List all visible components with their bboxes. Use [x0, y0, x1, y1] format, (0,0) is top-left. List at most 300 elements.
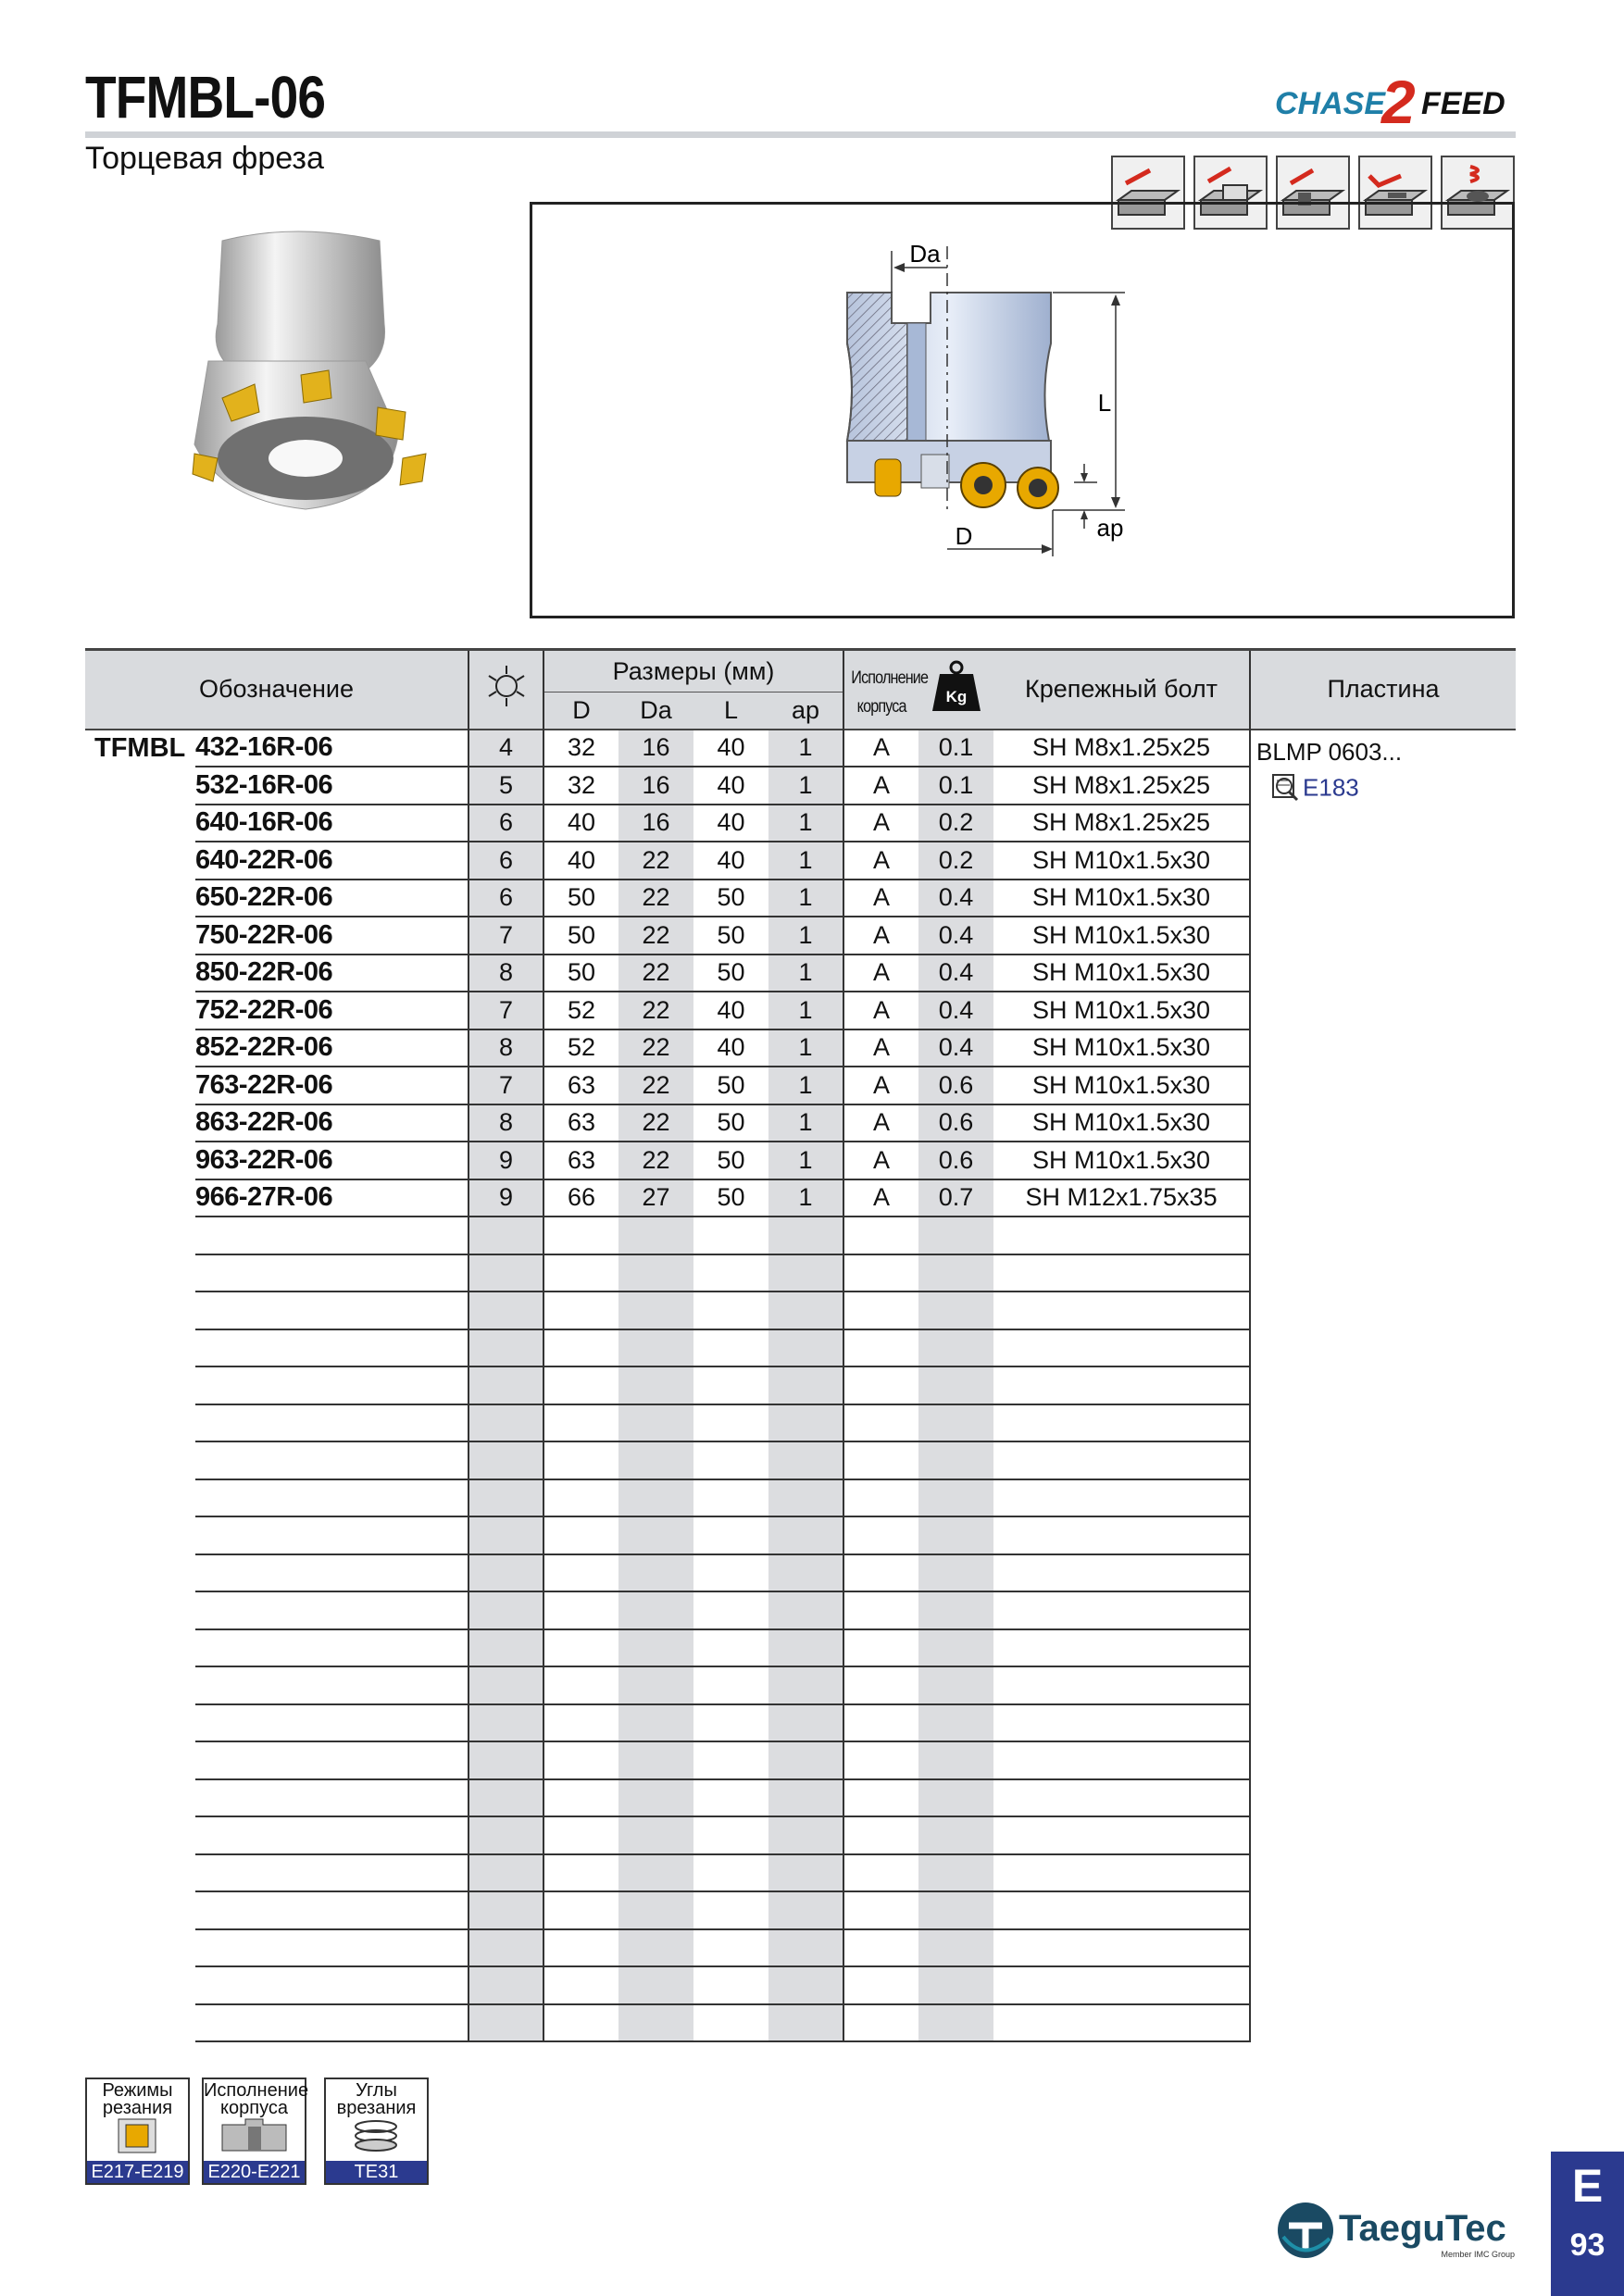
designation-cell: [195, 1704, 468, 1742]
page-subtitle: Торцевая фреза: [85, 141, 324, 176]
da-cell: 22: [618, 992, 693, 1029]
l-cell: 50: [693, 955, 768, 992]
z-cell: 9: [468, 1179, 543, 1217]
body-cell: [843, 1779, 918, 1817]
kg-cell: [918, 1292, 993, 1329]
z-cell: 8: [468, 1029, 543, 1067]
kg-cell: 0.1: [918, 730, 993, 767]
l-cell: [693, 1891, 768, 1929]
body-cell: [843, 1366, 918, 1404]
l-cell: [693, 1366, 768, 1404]
ref-cutting-data-page: E217-E219: [87, 2161, 188, 2183]
bolt-cell: [993, 1329, 1250, 1367]
d-cell: [543, 1254, 618, 1292]
kg-cell: [918, 1254, 993, 1292]
brand-digit: 2: [1381, 69, 1416, 134]
kg-cell: 0.4: [918, 955, 993, 992]
bolt-cell: SH M10x1.5x30: [993, 1104, 1250, 1142]
designation-cell: [195, 1404, 468, 1442]
ref-body-version-page: E220-E221: [204, 2161, 305, 2183]
d-cell: [543, 1554, 618, 1592]
designation-cell: 763-22R-06: [195, 1067, 468, 1104]
kg-cell: 0.6: [918, 1142, 993, 1179]
insert-cell: [1250, 730, 1516, 2042]
series-cell: [85, 1554, 195, 1592]
bolt-cell: [993, 1516, 1250, 1554]
kg-cell: [918, 1554, 993, 1592]
body-cell: A: [843, 805, 918, 842]
ref-cutting-data-line1: Режимы: [102, 2080, 173, 2101]
da-cell: 16: [618, 805, 693, 842]
da-cell: 22: [618, 955, 693, 992]
da-cell: [618, 1217, 693, 1254]
z-cell: [468, 1666, 543, 1704]
ap-cell: [768, 1929, 843, 1967]
bolt-cell: SH M10x1.5x30: [993, 1142, 1250, 1179]
ap-cell: [768, 1666, 843, 1704]
d-cell: [543, 1854, 618, 1892]
specification-table: [85, 648, 1516, 2042]
da-cell: [618, 2004, 693, 2042]
body-cell: [843, 1217, 918, 1254]
body-cell: [843, 1254, 918, 1292]
series-cell: [85, 1591, 195, 1629]
series-cell: [85, 805, 195, 842]
body-cell: A: [843, 880, 918, 917]
l-cell: [693, 1516, 768, 1554]
l-cell: [693, 1329, 768, 1367]
ap-cell: [768, 1779, 843, 1817]
designation-cell: [195, 1629, 468, 1667]
body-cell: A: [843, 1067, 918, 1104]
l-cell: [693, 1554, 768, 1592]
kg-cell: [918, 1479, 993, 1517]
series-cell: [85, 1479, 195, 1517]
bolt-cell: [993, 1779, 1250, 1817]
kg-cell: 0.4: [918, 880, 993, 917]
series-cell: [85, 2004, 195, 2042]
header-body-version-line1: Исполнение: [851, 668, 929, 688]
kg-cell: [918, 1329, 993, 1367]
l-cell: [693, 1292, 768, 1329]
ap-cell: [768, 1254, 843, 1292]
bolt-cell: SH M12x1.75x35: [993, 1179, 1250, 1217]
designation-cell: [195, 1441, 468, 1479]
l-cell: [693, 1816, 768, 1854]
kg-cell: [918, 1891, 993, 1929]
label-d: D: [955, 522, 973, 550]
body-cell: [843, 1704, 918, 1742]
da-cell: [618, 1666, 693, 1704]
l-cell: [693, 1629, 768, 1667]
kg-cell: 0.2: [918, 805, 993, 842]
ap-cell: [768, 1854, 843, 1892]
section-letter: E: [1571, 2160, 1604, 2212]
d-cell: [543, 1891, 618, 1929]
body-cell: A: [843, 1179, 918, 1217]
ap-cell: [768, 1816, 843, 1854]
z-cell: 8: [468, 1104, 543, 1142]
body-cell: [843, 1966, 918, 2004]
series-cell: [85, 1404, 195, 1442]
kg-cell: [918, 1591, 993, 1629]
l-cell: [693, 1779, 768, 1817]
z-cell: [468, 1779, 543, 1817]
d-cell: [543, 1779, 618, 1817]
series-cell: [85, 1816, 195, 1854]
designation-cell: 963-22R-06: [195, 1142, 468, 1179]
bolt-cell: SH M10x1.5x30: [993, 992, 1250, 1029]
bolt-cell: [993, 1929, 1250, 1967]
z-cell: [468, 1441, 543, 1479]
ap-cell: 1: [768, 1179, 843, 1217]
l-cell: [693, 1741, 768, 1779]
bolt-cell: SH M8x1.25x25: [993, 805, 1250, 842]
bolt-cell: [993, 2004, 1250, 2042]
da-cell: [618, 1554, 693, 1592]
z-cell: [468, 1479, 543, 1517]
d-cell: [543, 1217, 618, 1254]
body-cell: A: [843, 842, 918, 880]
series-cell: [85, 1217, 195, 1254]
da-cell: [618, 1929, 693, 1967]
d-cell: [543, 2004, 618, 2042]
designation-cell: [195, 1929, 468, 1967]
header-body-version-line2: корпуса: [856, 696, 906, 717]
series-cell: [85, 767, 195, 805]
designation-cell: [195, 1966, 468, 2004]
product-photo: [167, 222, 444, 528]
da-cell: [618, 1591, 693, 1629]
z-cell: [468, 1966, 543, 2004]
series-cell: [85, 1254, 195, 1292]
z-cell: 8: [468, 955, 543, 992]
body-cell: [843, 1666, 918, 1704]
taegutec-logo: [1276, 2198, 1518, 2263]
l-cell: 40: [693, 805, 768, 842]
l-cell: 50: [693, 1067, 768, 1104]
ap-cell: 1: [768, 805, 843, 842]
ap-cell: 1: [768, 992, 843, 1029]
z-cell: [468, 1854, 543, 1892]
z-cell: [468, 1366, 543, 1404]
d-cell: 52: [543, 1029, 618, 1067]
ap-cell: 1: [768, 730, 843, 767]
series-cell: [85, 1966, 195, 2004]
l-cell: [693, 1704, 768, 1742]
d-cell: [543, 1966, 618, 2004]
ref-card-cutting-data[interactable]: [85, 2078, 190, 2185]
designation-cell: 852-22R-06: [195, 1029, 468, 1067]
da-cell: [618, 1779, 693, 1817]
ref-ramping-angle-line2: врезания: [336, 2098, 417, 2118]
insert-ref-link[interactable]: [1256, 772, 1516, 803]
series-cell: [85, 1741, 195, 1779]
z-cell: [468, 1516, 543, 1554]
l-cell: 40: [693, 730, 768, 767]
body-cell: A: [843, 955, 918, 992]
kg-cell: 0.6: [918, 1104, 993, 1142]
d-cell: 40: [543, 842, 618, 880]
bolt-cell: [993, 1741, 1250, 1779]
ap-cell: [768, 1516, 843, 1554]
ap-cell: [768, 1441, 843, 1479]
kg-cell: [918, 1741, 993, 1779]
l-cell: 40: [693, 842, 768, 880]
ap-cell: [768, 1366, 843, 1404]
header-weight: Kg: [945, 688, 967, 706]
l-cell: [693, 1441, 768, 1479]
designation-cell: [195, 1779, 468, 1817]
da-cell: [618, 1966, 693, 2004]
ap-cell: [768, 1217, 843, 1254]
bolt-cell: [993, 1404, 1250, 1442]
kg-cell: 0.4: [918, 992, 993, 1029]
ap-cell: 1: [768, 1104, 843, 1142]
bolt-cell: [993, 1366, 1250, 1404]
l-cell: 50: [693, 1142, 768, 1179]
taegutec-tagline: Member IMC Group: [1441, 2250, 1515, 2259]
l-cell: 50: [693, 1104, 768, 1142]
series-cell: [85, 1292, 195, 1329]
z-cell: [468, 1591, 543, 1629]
ap-cell: [768, 1329, 843, 1367]
z-cell: [468, 1629, 543, 1667]
kg-cell: [918, 1704, 993, 1742]
bolt-cell: [993, 1629, 1250, 1667]
designation-cell: [195, 1479, 468, 1517]
kg-cell: [918, 1816, 993, 1854]
body-cell: A: [843, 1029, 918, 1067]
ap-cell: 1: [768, 767, 843, 805]
header-l: L: [693, 693, 768, 730]
bolt-cell: [993, 1704, 1250, 1742]
ref-ramping-angle-page: TE31: [326, 2161, 427, 2183]
designation-cell: [195, 1554, 468, 1592]
magnifier-icon: [1269, 773, 1303, 803]
z-cell: 7: [468, 917, 543, 955]
series-cell: [85, 1929, 195, 1967]
d-cell: [543, 1666, 618, 1704]
da-cell: [618, 1516, 693, 1554]
body-cell: [843, 1929, 918, 1967]
da-cell: [618, 1891, 693, 1929]
body-cell: A: [843, 1104, 918, 1142]
bolt-cell: [993, 1591, 1250, 1629]
bolt-cell: [993, 1816, 1250, 1854]
da-cell: [618, 1854, 693, 1892]
body-cell: A: [843, 1142, 918, 1179]
designation-cell: [195, 1217, 468, 1254]
l-cell: [693, 1854, 768, 1892]
series-cell: [85, 1666, 195, 1704]
z-cell: 5: [468, 767, 543, 805]
l-cell: [693, 1404, 768, 1442]
series-cell: [85, 1366, 195, 1404]
kg-cell: [918, 1441, 993, 1479]
l-cell: [693, 1966, 768, 2004]
da-cell: [618, 1292, 693, 1329]
l-cell: [693, 1591, 768, 1629]
bolt-cell: SH M10x1.5x30: [993, 1029, 1250, 1067]
d-cell: [543, 1816, 618, 1854]
l-cell: 40: [693, 1029, 768, 1067]
kg-cell: 0.1: [918, 767, 993, 805]
designation-cell: 752-22R-06: [195, 992, 468, 1029]
d-cell: [543, 1479, 618, 1517]
z-cell: [468, 1704, 543, 1742]
bolt-cell: [993, 1254, 1250, 1292]
da-cell: 27: [618, 1179, 693, 1217]
series-cell: [85, 1516, 195, 1554]
bolt-cell: SH M8x1.25x25: [993, 730, 1250, 767]
l-cell: 40: [693, 992, 768, 1029]
da-cell: 16: [618, 767, 693, 805]
body-cell: [843, 2004, 918, 2042]
l-cell: 50: [693, 880, 768, 917]
series-cell: [85, 992, 195, 1029]
bolt-cell: SH M10x1.5x30: [993, 955, 1250, 992]
series-cell: [85, 1104, 195, 1142]
ap-cell: [768, 1704, 843, 1742]
designation-cell: [195, 1854, 468, 1892]
kg-cell: [918, 1516, 993, 1554]
label-ap: ap: [1096, 514, 1124, 542]
z-cell: [468, 1254, 543, 1292]
designation-cell: [195, 1254, 468, 1292]
body-cell: A: [843, 992, 918, 1029]
l-cell: 40: [693, 767, 768, 805]
z-cell: 7: [468, 992, 543, 1029]
kg-cell: [918, 1629, 993, 1667]
l-cell: [693, 1217, 768, 1254]
series-cell: [85, 1704, 195, 1742]
series-cell: [85, 1329, 195, 1367]
body-cell: [843, 1516, 918, 1554]
d-cell: 66: [543, 1179, 618, 1217]
da-cell: [618, 1366, 693, 1404]
header-body-version: [843, 650, 929, 730]
ref-cutting-data-line2: резания: [102, 2098, 173, 2118]
z-cell: [468, 1217, 543, 1254]
ap-cell: 1: [768, 1142, 843, 1179]
da-cell: [618, 1479, 693, 1517]
ap-cell: [768, 1404, 843, 1442]
body-cell: A: [843, 767, 918, 805]
designation-cell: [195, 2004, 468, 2042]
series-cell: [85, 1142, 195, 1179]
z-cell: [468, 1329, 543, 1367]
body-cell: [843, 1891, 918, 1929]
ref-ramping-angle-line1: Углы: [356, 2080, 397, 2101]
kg-cell: 0.7: [918, 1179, 993, 1217]
d-cell: [543, 1516, 618, 1554]
page-title: TFMBL-06: [85, 64, 326, 131]
l-cell: [693, 2004, 768, 2042]
d-cell: [543, 1404, 618, 1442]
d-cell: [543, 1366, 618, 1404]
series-cell: [85, 842, 195, 880]
designation-cell: 650-22R-06: [195, 880, 468, 917]
series-cell: [85, 1441, 195, 1479]
body-cell: [843, 1292, 918, 1329]
d-cell: 52: [543, 992, 618, 1029]
header-d: D: [543, 693, 618, 730]
designation-cell: [195, 1292, 468, 1329]
d-cell: 63: [543, 1104, 618, 1142]
bolt-cell: [993, 1891, 1250, 1929]
taegutec-name: TaeguTec: [1339, 2208, 1506, 2249]
ramping-angle-icon: [326, 2117, 427, 2154]
ap-cell: 1: [768, 842, 843, 880]
designation-cell: [195, 1666, 468, 1704]
da-cell: [618, 1254, 693, 1292]
ref-card-ramping-angle[interactable]: [324, 2078, 429, 2185]
z-cell: 6: [468, 880, 543, 917]
da-cell: [618, 1441, 693, 1479]
kg-cell: 0.6: [918, 1067, 993, 1104]
header-dimensions: Размеры (мм): [543, 650, 843, 693]
da-cell: 22: [618, 917, 693, 955]
d-cell: [543, 1929, 618, 1967]
body-version-icon: [204, 2117, 305, 2154]
brand-word1: CHASE: [1275, 86, 1386, 121]
series-cell: [85, 1067, 195, 1104]
series-cell: [85, 1779, 195, 1817]
d-cell: 50: [543, 955, 618, 992]
ap-cell: [768, 1292, 843, 1329]
header-da: Da: [618, 693, 693, 730]
ref-card-body-version[interactable]: [202, 2078, 309, 2185]
weight-icon: [918, 650, 993, 730]
kg-cell: 0.2: [918, 842, 993, 880]
kg-cell: [918, 1854, 993, 1892]
da-cell: 22: [618, 1029, 693, 1067]
designation-cell: [195, 1329, 468, 1367]
bolt-cell: [993, 1554, 1250, 1592]
d-cell: 32: [543, 730, 618, 767]
ref-body-version-line2: корпуса: [220, 2098, 288, 2118]
body-cell: [843, 1441, 918, 1479]
d-cell: 50: [543, 917, 618, 955]
l-cell: 50: [693, 917, 768, 955]
label-l: L: [1097, 389, 1112, 417]
l-cell: [693, 1929, 768, 1967]
kg-cell: [918, 2004, 993, 2042]
da-cell: 16: [618, 730, 693, 767]
kg-cell: 0.4: [918, 917, 993, 955]
ap-cell: 1: [768, 1067, 843, 1104]
teeth-count-icon: [468, 650, 543, 730]
da-cell: [618, 1629, 693, 1667]
body-cell: [843, 1741, 918, 1779]
body-cell: [843, 1591, 918, 1629]
z-cell: 7: [468, 1067, 543, 1104]
designation-cell: [195, 1891, 468, 1929]
series-cell: [85, 917, 195, 955]
ap-cell: 1: [768, 917, 843, 955]
series-cell: [85, 1891, 195, 1929]
kg-cell: 0.4: [918, 1029, 993, 1067]
series-cell: [85, 1854, 195, 1892]
da-cell: 22: [618, 1104, 693, 1142]
bolt-cell: SH M8x1.25x25: [993, 767, 1250, 805]
body-cell: [843, 1816, 918, 1854]
z-cell: 6: [468, 842, 543, 880]
z-cell: [468, 1741, 543, 1779]
series-cell: [85, 1629, 195, 1667]
d-cell: [543, 1629, 618, 1667]
